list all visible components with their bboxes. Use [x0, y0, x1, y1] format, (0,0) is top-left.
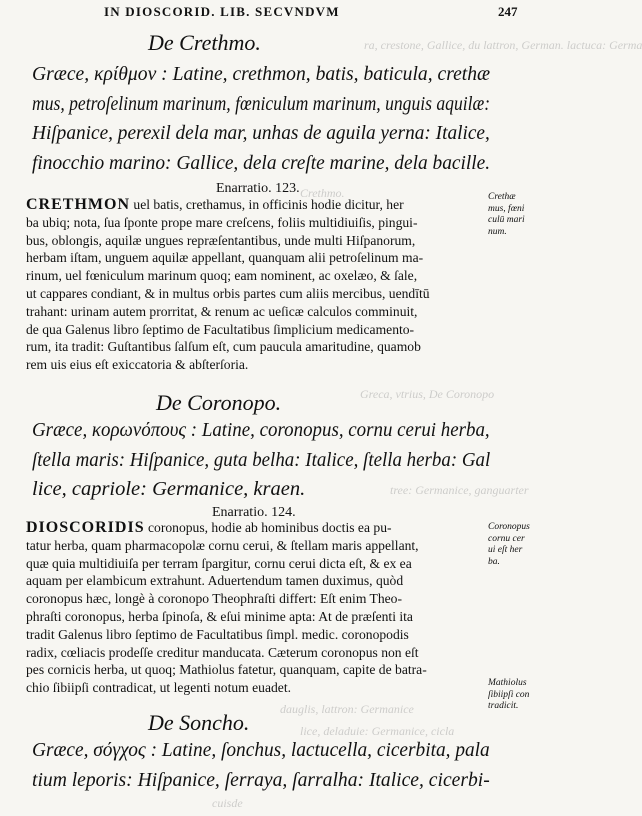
- synonym-line: finocchio marino: Gallice, dela creſte marine, dela bacille.: [32, 151, 491, 174]
- text-line: phraſti coronopus, herba ſpinoſa, & eſui minime apta: At de præſenti ita: [26, 608, 413, 624]
- margin-note-line: num.: [488, 226, 507, 237]
- text-line: herbam iſtam, unguem aquilæ appellant, quanquam alii petroſelinum ma-: [26, 250, 424, 266]
- text-line: chio ſibiipſi contradicat, ut legenti notum euadet.: [26, 680, 292, 696]
- commentary-text: [26, 519, 488, 697]
- text-line: quæ quia multidiuiſa per terram ſpargitur, cornu cerui dicta eſt, & ex ea: [26, 555, 412, 571]
- synonym-line: mus, petroſelinum marinum, fœniculum marinum, unguis aquilæ:: [32, 92, 491, 115]
- bleed-through-text: lice, deladuie: Germanice, cicla: [300, 724, 455, 738]
- margin-note: [488, 678, 544, 713]
- synonym-block: [32, 60, 490, 178]
- lead-word: CRETHMON: [26, 196, 130, 213]
- synonym-line: Græce, σόγχος : Latine, ſonchus, lactucella, cicerbita, pala: [32, 739, 490, 761]
- margin-note-line: Coronopus: [488, 522, 530, 532]
- text-line: coronopus hæc, longè à coronopo Theophraſti differt: Eſt enim Theo-: [26, 591, 403, 607]
- text-line: ba ubiq; nota, ſua ſponte prope mare creſcens, foliis multidiuiſis, pingui-: [26, 214, 418, 230]
- text-line: rem uis eius eſt exiccatoria & abſterſoria.: [26, 357, 249, 373]
- bleed-through-text: dauglis, lattron: Germanice: [280, 702, 414, 716]
- enarratio-label: Enarratio. 123.: [216, 181, 300, 196]
- running-head-title: IN DIOSCORID. LIB. SECVNDVM: [104, 4, 340, 19]
- margin-note-line: Crethæ: [488, 192, 516, 202]
- synonym-line: ſtella maris: Hiſpanice, guta belha: Italice, ſtella herba: Gal: [32, 448, 491, 471]
- lead-word: DIOSCORIDIS: [26, 519, 145, 536]
- text-line: trahant: urinam autem prorritat, & renum ac ueſicæ calculos comminuit,: [26, 303, 418, 319]
- text-line: rum, ita tradit: Guſtantibus ſalſum eſt, cum paucula amaritudine, quamob: [26, 339, 421, 355]
- section-heading: De Crethmo.: [148, 30, 261, 55]
- bleed-through-text: ra, crestone, Gallice, du lattron, German. lactuca: Germa: [364, 38, 642, 52]
- text-line: de qua Galenus libro ſeptimo de Facultatibus ſimplicium medicamento-: [26, 321, 415, 337]
- margin-note-line: tradicit.: [488, 701, 519, 711]
- margin-note: [488, 192, 544, 238]
- text-line: ut cappares condiant, & in multus orbis partes cum aliis mercibus, uendītū: [26, 285, 430, 301]
- synonym-block: [32, 416, 490, 505]
- text-line: radix, cœliacis prodeſſe creditur manducata. Cæterum coronopus non eſt: [26, 644, 419, 660]
- text-line: uel batis, crethamus, in officinis hodie dicitur, her: [133, 197, 404, 212]
- margin-note-line: culū mari: [488, 215, 525, 225]
- text-line: tradit Galenus libro ſeptimo de Facultatibus ſimpl. medic. coronopodis: [26, 626, 409, 642]
- margin-note-line: ſibiipſi con: [488, 689, 530, 700]
- text-line: aquam per elambicum extrahunt. Aduertendum tamen duximus, quòd: [26, 573, 404, 589]
- synonym-line: tium leporis: Hiſpanice, ſerraya, ſarralha: Italice, cicerbi-: [32, 768, 490, 791]
- text-line: coronopus, hodie ab hominibus doctis ea pu-: [148, 520, 392, 535]
- synonym-line: Hiſpanice, perexil dela mar, unhas de aguila yerna: Italice,: [32, 122, 490, 144]
- bleed-through-text: Crethmo.: [300, 186, 345, 200]
- section-heading: De Coronopo.: [156, 390, 282, 415]
- commentary-text: [26, 196, 488, 374]
- text-line: bus, oblongis, aquilæ ungues repræſentantibus, unde multi Hiſpanorum,: [26, 232, 416, 248]
- margin-note-line: Mathiolus: [488, 678, 527, 688]
- margin-note-line: ui eſt her: [488, 545, 523, 555]
- text-line: pes cornicis herba, ut quoq; Mathiolus fatetur, quanquam, capite de batra-: [26, 662, 427, 678]
- enarratio-label: Enarratio. 124.: [212, 505, 296, 520]
- bleed-through-text: tree: Germanice, ganguarter: [390, 483, 529, 497]
- page-number: 247: [498, 4, 518, 19]
- margin-note-line: cornu cer: [488, 533, 525, 544]
- margin-note: [488, 522, 544, 568]
- synonym-line: Græce, κρίθμον : Latine, crethmon, batis, baticula, crethæ: [32, 63, 491, 85]
- text-line: tatur herba, quam pharmacopolæ cornu cerui, & ſtellam maris appellant,: [26, 537, 419, 553]
- bleed-through-text: Greca, vtrius, De Coronopo: [360, 387, 495, 401]
- text-line: rinum, uel fœniculum marinum quoq; eam nominent, ac oxelæo, & ſale,: [26, 268, 418, 284]
- running-head: [0, 4, 544, 24]
- synonym-block: [32, 736, 490, 795]
- synonym-line: Græce, κορωνόπους : Latine, coronopus, cornu cerui herba,: [32, 419, 490, 441]
- section-heading: De Soncho.: [148, 710, 250, 735]
- margin-note-line: mus, fœni: [488, 203, 525, 214]
- bleed-through-text: cuisde: [212, 796, 243, 810]
- synonym-line: lice, capriole: Germanice, kraen.: [32, 478, 306, 500]
- margin-note-line: ba.: [488, 556, 500, 567]
